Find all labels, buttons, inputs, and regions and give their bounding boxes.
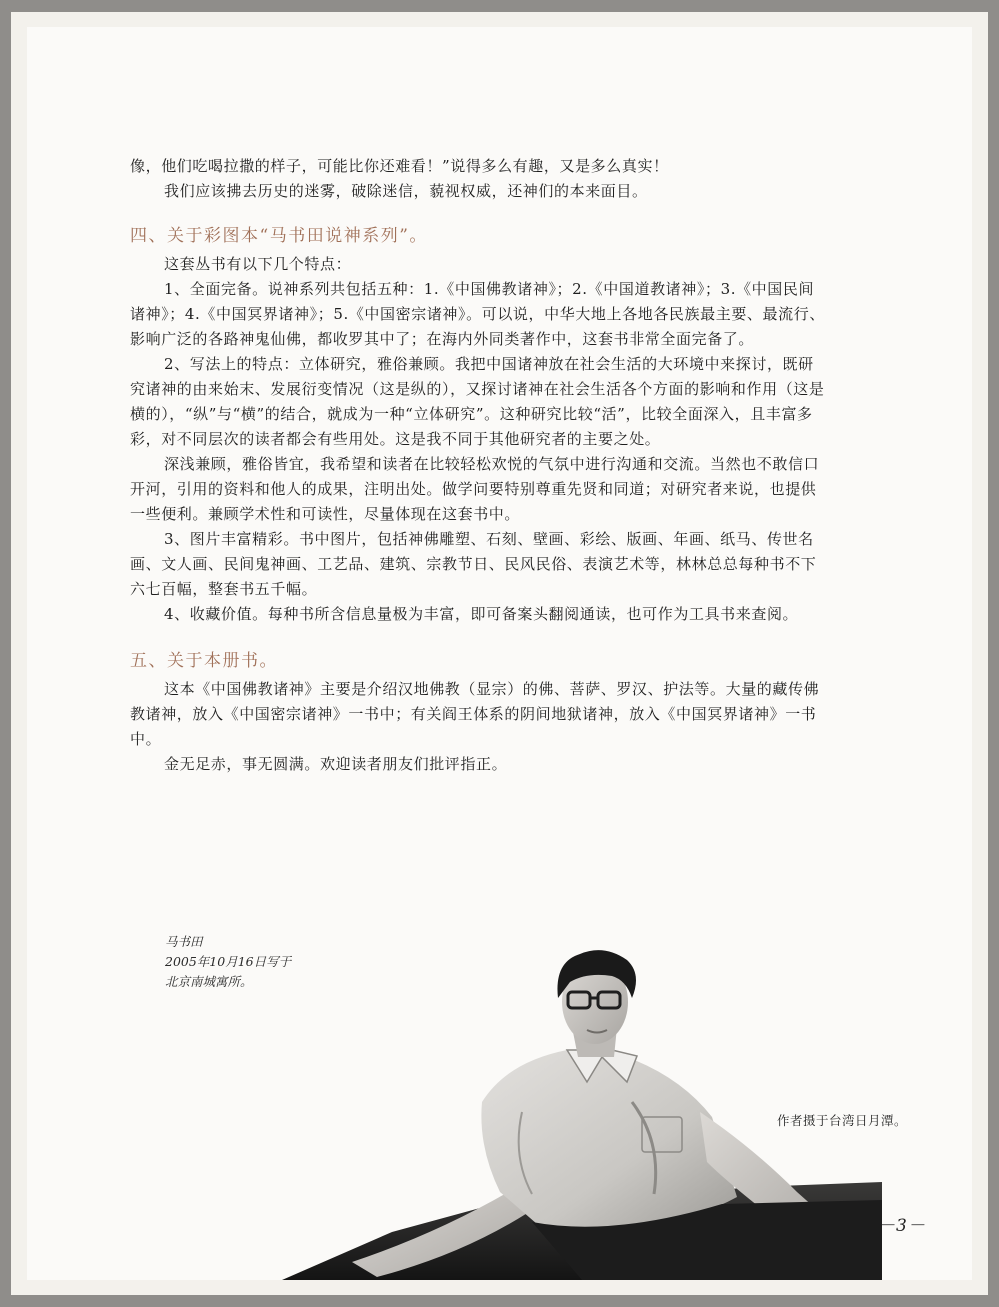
signature-block <box>165 932 291 992</box>
photo-shirt <box>481 1050 737 1232</box>
paragraph-3: 这套丛书有以下几个特点： <box>164 255 352 273</box>
author-photo <box>282 932 882 1280</box>
paragraph-1: 像，他们吃喝拉撒的样子，可能比你还难看！”说得多么有趣，又是多么真实！ <box>130 157 669 175</box>
paragraph-7: 3、图片丰富精彩。书中图片，包括神佛雕塑、石刻、壁画、彩绘、版画、年画、纸马、传世名画、文人画、民间鬼神画、工艺品、建筑、宗教节日、民风民俗、表演艺术等，林林总总每种书不下六七百幅，整套书五千幅。 <box>130 530 817 598</box>
paragraph-5: 2、写法上的特点：立体研究，雅俗兼顾。我把中国诸神放在社会生活的大环境中来探讨，既研究诸神的由来始末、发展衍变情况（这是纵的），又探讨诸神在社会生活各个方面的影响和作用（这是横的），“纵”与“横”的结合，就成为一种“立体研究”。这种研究比较“活”，比较全面深入，且丰富多彩，对不同层次的读者都会有些用处。这是我不同于其他研究者的主要之处。 <box>130 355 825 448</box>
paragraph-8: 4、收藏价值。每种书所含信息量极为丰富，即可备案头翻阅通读，也可作为工具书来查阅。 <box>164 605 799 623</box>
paragraph-9: 这本《中国佛教诸神》主要是介绍汉地佛教（显宗）的佛、菩萨、罗汉、护法等。大量的藏传佛教诸神，放入《中国密宗诸神》一书中；有关阎王体系的阴间地狱诸神，放入《中国冥界诸神》一书中。 <box>130 680 820 748</box>
book-page <box>27 27 972 1280</box>
photo-caption: 作者摄于台湾日月潭。 <box>777 1113 908 1128</box>
signature-place: 北京南城寓所。 <box>165 974 253 989</box>
section-heading-5: 五、关于本册书。 <box>130 651 278 671</box>
paragraph-6: 深浅兼顾，雅俗皆宜，我希望和读者在比较轻松欢悦的气氛中进行沟通和交流。当然也不敢信口开河，引用的资料和他人的成果，注明出处。做学问要特别尊重先贤和同道；对研究者来说，也提供一些便利。兼顾学术性和可读性，尽量体现在这套书中。 <box>130 455 820 523</box>
paragraph-2: 我们应该拂去历史的迷雾，破除迷信，藐视权威，还神们的本来面目。 <box>164 182 648 200</box>
paragraph-4: 1、全面完备。说神系列共包括五种：1.《中国佛教诸神》；2.《中国道教诸神》；3.《中国民间诸神》；4.《中国冥界诸神》；5.《中国密宗诸神》。可以说，中华大地上各地各民族最主要、最流行、影响广泛的各路神鬼仙佛，都收罗其中了；在海内外同类著作中，这套书非常全面完备了。 <box>130 280 825 348</box>
signature-date: 2005年10月16日写于 <box>165 954 292 969</box>
section-heading-4: 四、关于彩图本“马书田说神系列”。 <box>130 226 428 246</box>
body-text <box>130 154 825 777</box>
paragraph-10: 金无足赤，事无圆满。欢迎读者朋友们批评指正。 <box>164 755 508 773</box>
signature-author: 马书田 <box>165 934 203 949</box>
page-number: －3－ <box>878 1216 926 1236</box>
